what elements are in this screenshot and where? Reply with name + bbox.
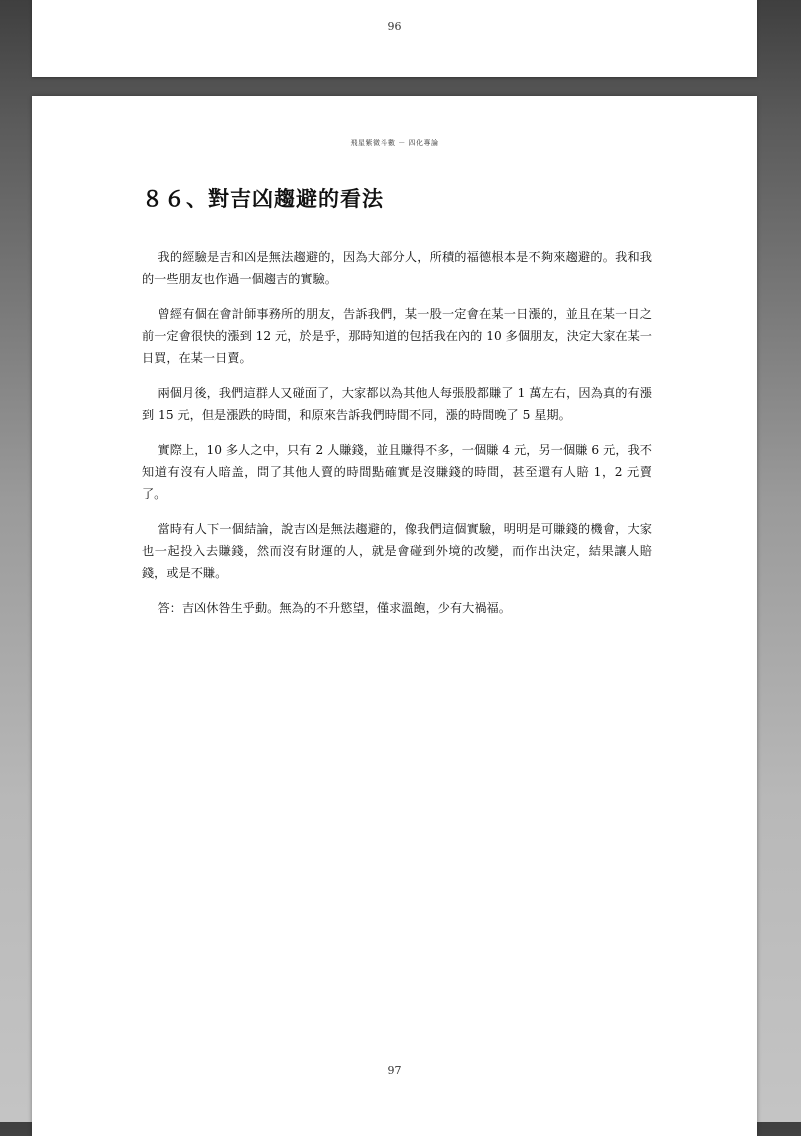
paragraph: 當時有人下一個結論，說吉凶是無法趨避的，像我們這個實驗，明明是可賺錢的機會，大家也一起投入去賺錢，然而沒有財運的人，就是會碰到外境的改變，而作出決定，結果讓人賠錢，或是不賺。 — [142, 522, 652, 580]
page-number: 97 — [387, 1064, 402, 1077]
current-page — [32, 96, 757, 1136]
paragraph: 實際上，10 多人之中，只有 2 人賺錢，並且賺得不多，一個賺 4 元，另一個賺 6 元，我不知道有沒有人暗盖，問了其他人賣的時間點確實是沒賺錢的時間，甚至還有人賠 1，2 元賣了。 — [142, 443, 652, 501]
running-header: 飛星紫微斗數 － 四化專論 — [350, 139, 439, 147]
answer-paragraph: 答：吉凶休咎生乎動。無為的不升慾望，僅求溫飽，少有大禍福。 — [157, 601, 511, 615]
paragraph: 我的經驗是吉和凶是無法趨避的，因為大部分人，所積的福德根本是不夠來趨避的。我和我的一些朋友也作過一個趨吉的實驗。 — [142, 250, 652, 286]
previous-page — [32, 0, 757, 77]
paragraph: 兩個月後，我們這群人又碰面了，大家都以為其他人每張股都賺了 1 萬左右，因為真的有漲到 15 元，但是漲跌的時間，和原來告訴我們時間不同，漲的時間晚了 5 星期。 — [142, 386, 652, 422]
page-number: 96 — [387, 20, 402, 33]
paragraph: 曾經有個在會計師事務所的朋友，告訴我們，某一股一定會在某一日漲的，並且在某一日之前一定會很快的漲到 12 元，於是乎，那時知道的包括我在內的 10 多個朋友，決定大家在某一日買，在某一日賣。 — [142, 307, 652, 365]
chapter-title: ８６、對吉凶趨避的看法 — [142, 186, 384, 211]
body-text — [142, 246, 652, 632]
